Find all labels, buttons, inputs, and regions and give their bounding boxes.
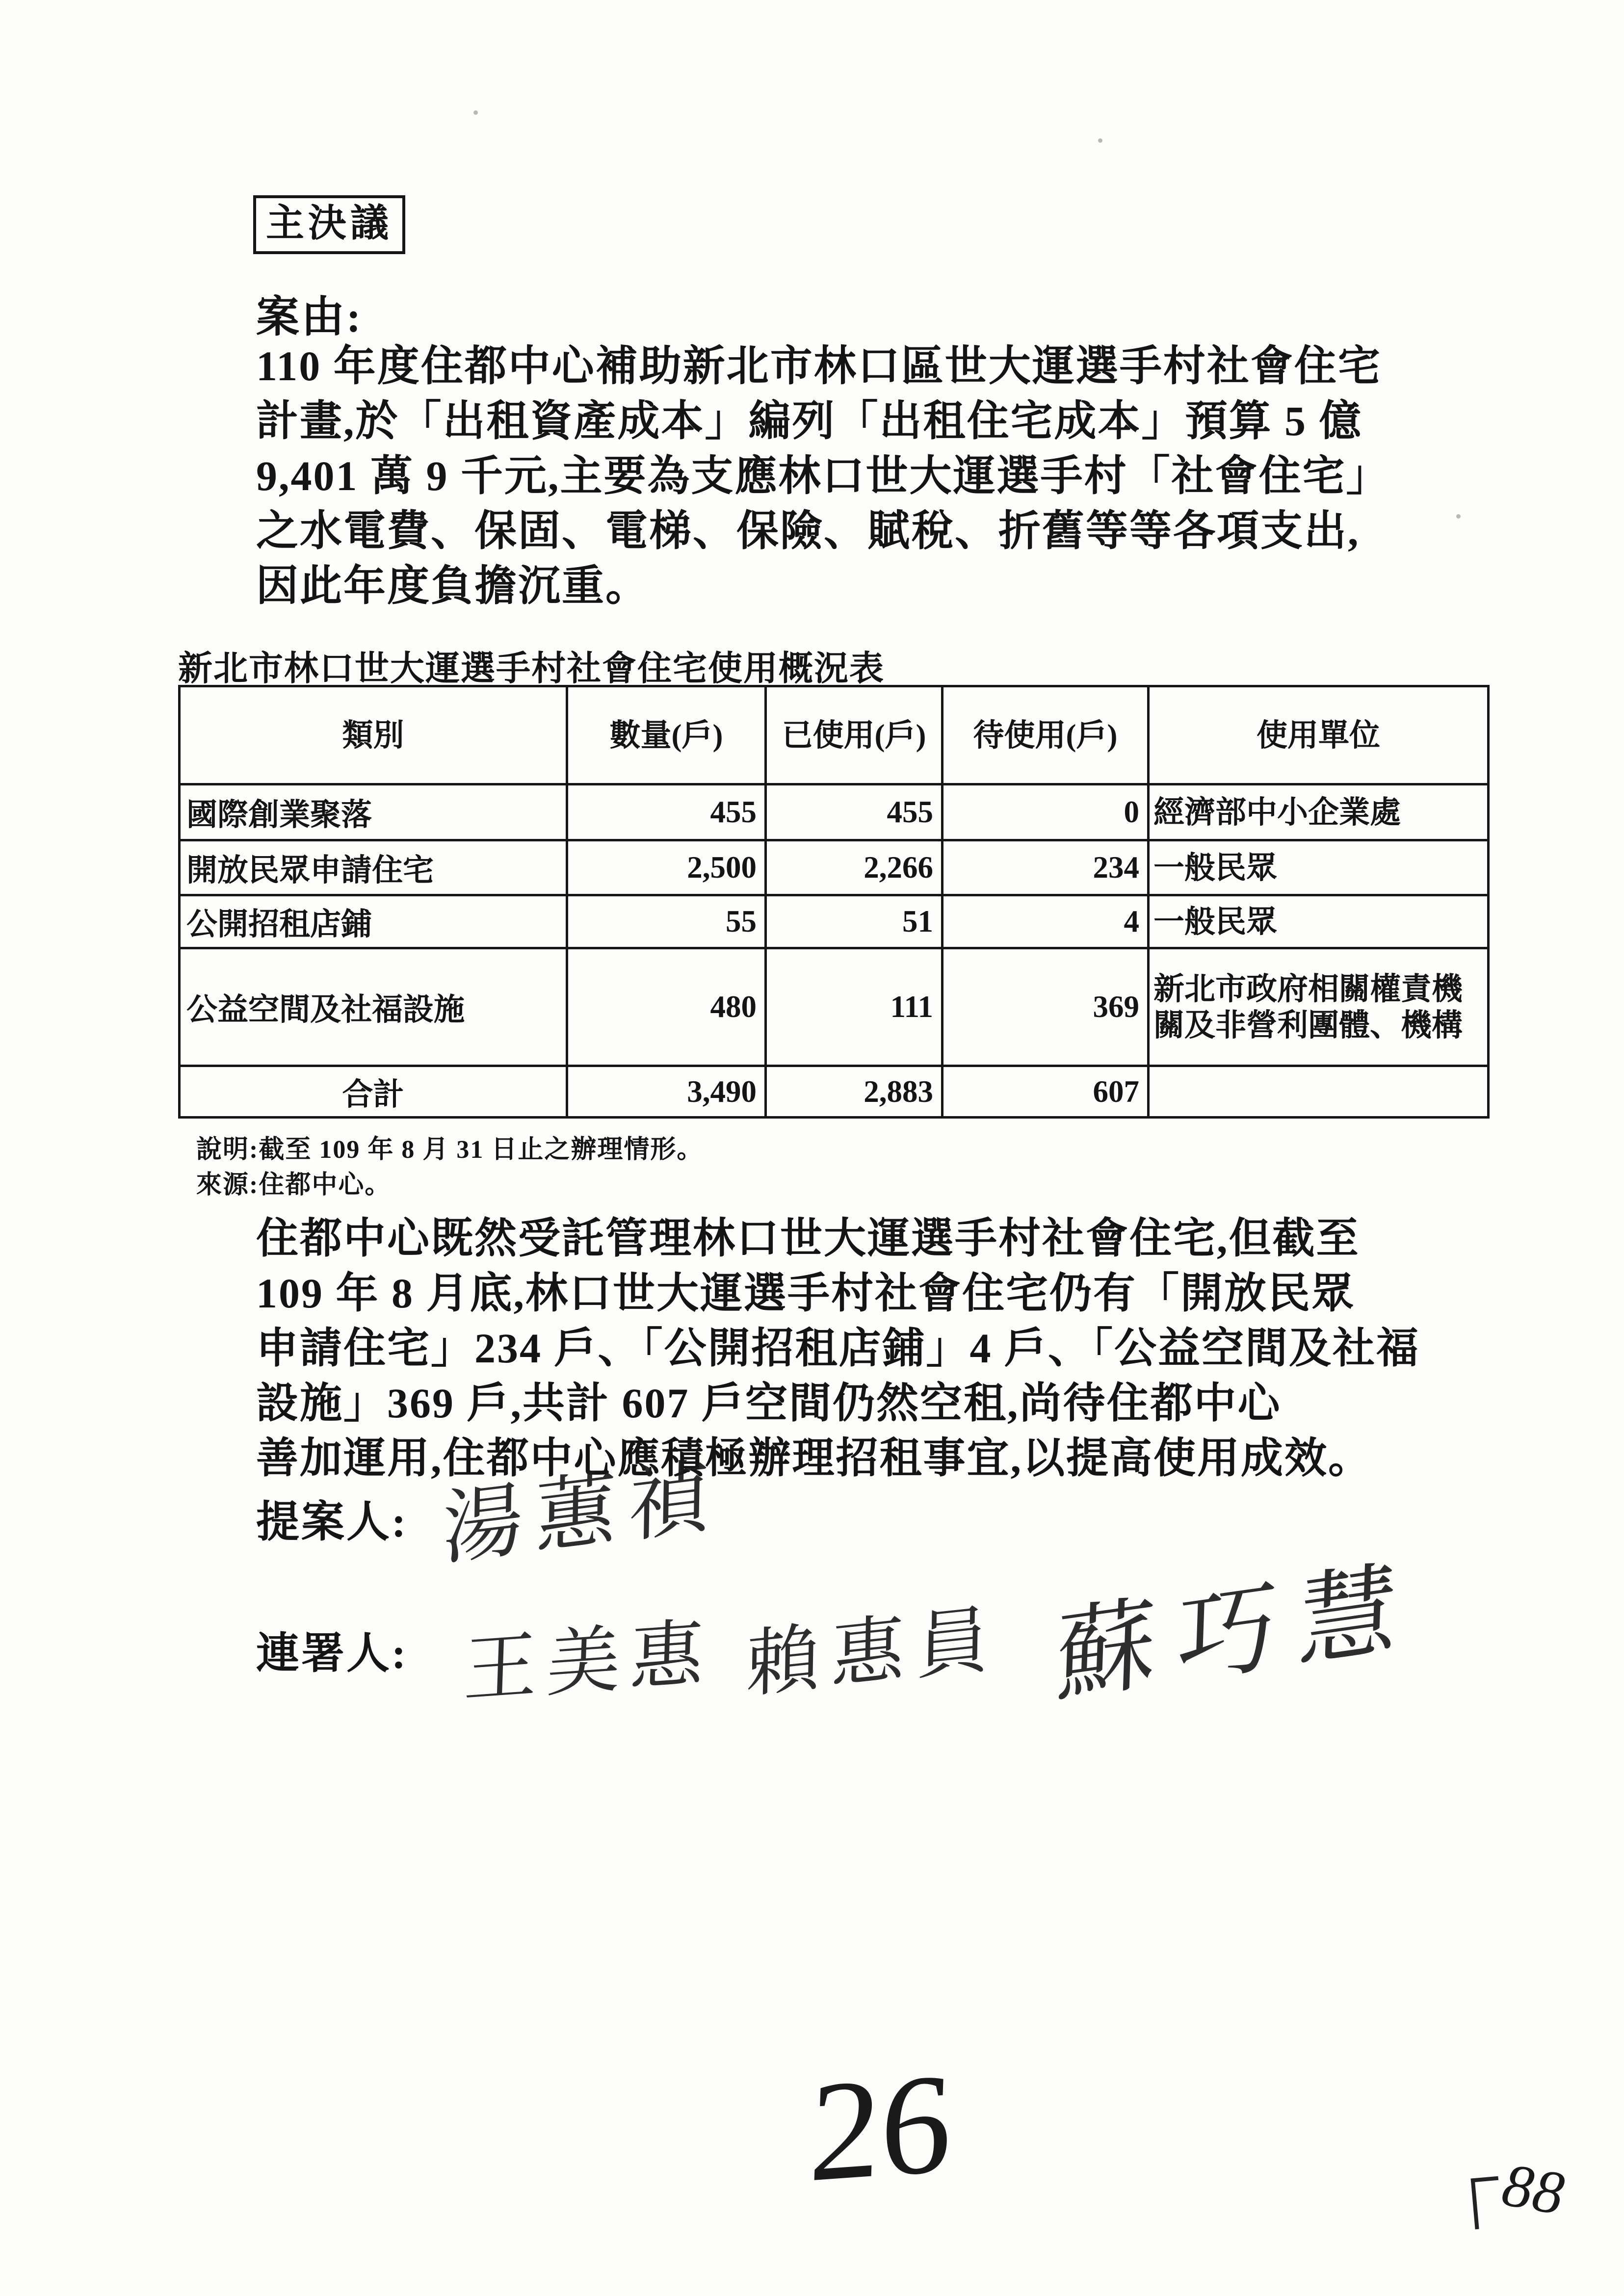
proposer-label: 提案人:: [256, 1499, 408, 1546]
scan-speckle: [1456, 514, 1461, 519]
subject-line-5: 因此年度負擔沉重。: [256, 562, 649, 609]
scan-speckle: [1098, 138, 1102, 143]
header-quantity: 數量(戶): [567, 686, 766, 784]
cell-category: 開放民眾申請住宅: [180, 840, 567, 895]
cell-used: 51: [766, 895, 943, 948]
body-line-1: 住都中心既然受託管理林口世大運選手村社會住宅,但截至: [256, 1215, 1360, 1262]
body-line-5: 善加運用,住都中心應積極辦理招租事宜,以提高使用成效。: [256, 1435, 1372, 1482]
header-unit: 使用單位: [1149, 686, 1489, 784]
cell-total-label: 合計: [180, 1066, 567, 1118]
subject-label: 案由:: [256, 294, 363, 341]
cell-pending: 369: [943, 948, 1149, 1066]
cosigner-signature-2: 賴惠員: [745, 1598, 1002, 1707]
subject-line-1: 110 年度住都中心補助新北市林口區世大運選手村社會住宅: [256, 342, 1382, 390]
cell-unit: 一般民眾: [1149, 840, 1489, 895]
subject-line-3: 9,401 萬 9 千元,主要為支應林口世大運選手村「社會住宅」: [256, 452, 1390, 499]
cell-total-quantity: 3,490: [567, 1066, 766, 1118]
body-paragraph: [256, 1211, 1420, 1486]
cell-quantity: 55: [567, 895, 766, 948]
handwritten-page-number: 26: [807, 2043, 955, 2212]
table-row: [180, 840, 1489, 895]
cosigner-label: 連署人:: [256, 1630, 408, 1678]
cell-category: 公益空間及社福設施: [180, 948, 567, 1066]
cell-total-used: 2,883: [766, 1066, 943, 1118]
cell-quantity: 455: [567, 784, 766, 840]
body-line-4: 設施」369 戶,共計 607 戶空間仍然空租,尚待住都中心: [256, 1380, 1282, 1427]
cell-used: 111: [766, 948, 943, 1066]
housing-usage-table: [178, 685, 1490, 1119]
cell-category: 國際創業聚落: [180, 784, 567, 840]
cell-total-unit: [1149, 1066, 1489, 1118]
resolution-heading: 主決議: [253, 195, 405, 254]
cell-used: 455: [766, 784, 943, 840]
proposer-signature: 湯蕙禎: [442, 1450, 723, 1575]
subject-line-2: 計畫,於「出租資產成本」編列「出租住宅成本」預算 5 億: [256, 397, 1363, 444]
cell-pending: 0: [943, 784, 1149, 840]
header-pending: 待使用(戶): [943, 686, 1149, 784]
note-scope: 說明:截至 109 年 8 月 31 日止之辦理情形。: [196, 1136, 704, 1164]
header-category: 類別: [180, 686, 567, 784]
cell-total-pending: 607: [943, 1066, 1149, 1118]
handwritten-corner-note: 88: [1493, 2151, 1575, 2228]
cell-used: 2,266: [766, 840, 943, 895]
cell-category: 公開招租店鋪: [180, 895, 567, 948]
cell-unit: 經濟部中小企業處: [1149, 784, 1489, 840]
cosigner-signature-1: 王美惠: [462, 1612, 715, 1712]
note-source: 來源:住都中心。: [196, 1171, 392, 1199]
cell-quantity: 2,500: [567, 840, 766, 895]
cell-unit: 一般民眾: [1149, 895, 1489, 948]
table-title: 新北市林口世大運選手村社會住宅使用概況表: [178, 650, 885, 688]
scan-speckle: [473, 110, 478, 115]
cell-pending: 4: [943, 895, 1149, 948]
table-row: [180, 948, 1489, 1066]
cosigner-signature-3: 蘇巧慧: [1054, 1550, 1421, 1715]
header-used: 已使用(戶): [766, 686, 943, 784]
table-header-row: [180, 686, 1489, 784]
cell-pending: 234: [943, 840, 1149, 895]
body-line-2: 109 年 8 月底,林口世大運選手村社會住宅仍有「開放民眾: [256, 1270, 1355, 1317]
table-row: [180, 895, 1489, 948]
subject-paragraph: [256, 339, 1390, 613]
body-line-3: 申請住宅」234 戶、「公開招租店鋪」4 戶、「公益空間及社福: [256, 1325, 1420, 1372]
table-row: [180, 784, 1489, 840]
cell-unit: 新北市政府相關權責機關及非營利團體、機構: [1149, 948, 1489, 1066]
table-total-row: [180, 1066, 1489, 1118]
subject-line-4: 之水電費、保固、電梯、保險、賦稅、折舊等等各項支出,: [256, 507, 1360, 554]
cell-quantity: 480: [567, 948, 766, 1066]
